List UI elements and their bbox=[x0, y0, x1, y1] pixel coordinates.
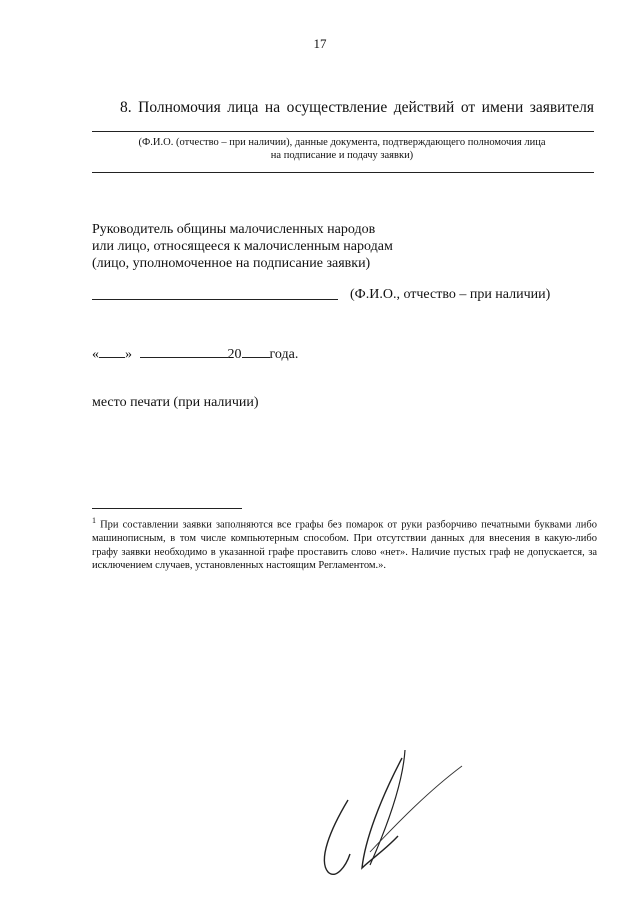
fill-line-authority bbox=[92, 131, 594, 132]
footnote bbox=[92, 514, 597, 573]
month-blank bbox=[140, 345, 228, 358]
signatory-line1: Руководитель общины малочисленных народов bbox=[92, 222, 376, 237]
stamp-label: место печати (при наличии) bbox=[92, 395, 259, 410]
date-row bbox=[92, 345, 298, 363]
page-number: 17 bbox=[313, 36, 327, 51]
year-suffix: года. bbox=[269, 347, 299, 362]
day-blank bbox=[99, 345, 125, 358]
authority-caption-line2: на подписание и подачу заявки) bbox=[270, 150, 414, 161]
signatory-line3: (лицо, уполномоченное на подписание заявки) bbox=[92, 256, 371, 271]
date-close-quote: » bbox=[125, 347, 132, 362]
signatory-name-label: (Ф.И.О., отчество – при наличии) bbox=[350, 287, 551, 302]
footnote-separator bbox=[92, 508, 242, 509]
fill-line-authority-2 bbox=[92, 172, 594, 173]
date-open-quote: « bbox=[92, 347, 99, 362]
signatory-description bbox=[92, 221, 393, 272]
year-blank bbox=[242, 345, 270, 358]
signatory-line2: или лицо, относящееся к малочисленным народам bbox=[92, 239, 393, 254]
year-prefix: 20 bbox=[227, 347, 242, 362]
signature-name-line bbox=[92, 299, 338, 300]
footnote-text: При составлении заявки заполняются все графы без помарок от руки разборчиво печатными буквами либо машинописным, в том числе компьютерным способом. При отсутствии данных для внесения в какую-либо графу заявки необходимо в указанной графе проставить слово «нет». Наличие пустых граф не допускается, за исключением случаев, установленных настоящим Регламентом.». bbox=[92, 519, 598, 571]
authority-caption bbox=[110, 136, 574, 162]
footnote-marker: 1 bbox=[92, 516, 96, 525]
authority-caption-line1: (Ф.И.О. (отчество – при наличии), данные документа, подтверждающего полномочия лица bbox=[138, 137, 546, 148]
section-heading: 8. Полномочия лица на осуществление действий от имени заявителя bbox=[120, 99, 594, 116]
handwritten-signature bbox=[310, 740, 480, 880]
